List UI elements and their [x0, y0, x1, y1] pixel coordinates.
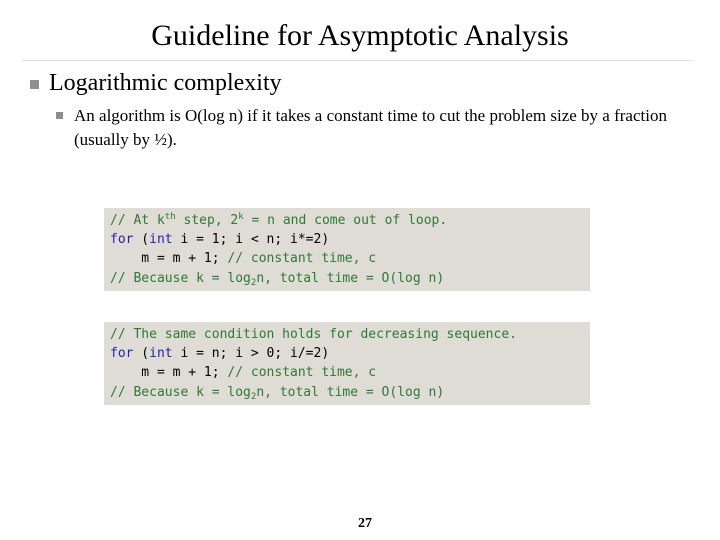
code-text: m = m + 1; [110, 251, 228, 267]
code-line-comment [110, 383, 590, 402]
code-subscript: 2 [250, 277, 257, 288]
code-line-comment [110, 269, 590, 288]
code-comment: // constant time, c [227, 365, 377, 381]
code-text: // At k [110, 213, 165, 228]
code-line-comment [110, 325, 590, 344]
bullet-l1-text: Logarithmic complexity [49, 70, 282, 96]
code-text: m = m + 1; [110, 365, 228, 381]
code-text: = n and come out of loop. [243, 213, 448, 228]
code-subscript: 2 [250, 391, 257, 402]
page-number: 27 [358, 516, 372, 531]
code-superscript: k [238, 212, 244, 222]
bullet-definition [56, 104, 676, 152]
code-text: // Because k = log [110, 270, 251, 286]
code-block-increasing [104, 208, 590, 291]
code-text: // The same condition holds for decreasing sequence. [110, 327, 517, 342]
code-text: ( [133, 232, 150, 248]
code-keyword: int [149, 346, 173, 362]
code-text: n, total time = O(log n) [256, 270, 445, 286]
code-line-for-loop [110, 344, 590, 363]
code-text: n, total time = O(log n) [256, 384, 445, 400]
code-text: // Because k = log [110, 384, 251, 400]
title-divider [22, 60, 694, 61]
code-line-for-loop [110, 230, 590, 249]
code-text: i = 1; i < n; i*=2) [172, 232, 330, 248]
bullet-logarithmic-complexity [30, 68, 282, 98]
code-keyword: int [149, 232, 173, 248]
code-line-body [110, 249, 590, 268]
code-line-body [110, 363, 590, 382]
code-superscript: th [164, 212, 176, 222]
code-line-comment [110, 211, 590, 230]
code-keyword: for [110, 232, 134, 248]
code-block-decreasing [104, 322, 590, 405]
code-text: ( [133, 346, 150, 362]
bullet-l2-text: An algorithm is O(log n) if it takes a constant time to cut the problem size by a fraction (usually by ½). [74, 106, 667, 149]
slide-title: Guideline for Asymptotic Analysis [151, 19, 569, 52]
code-text: step, 2 [175, 213, 239, 228]
code-keyword: for [110, 346, 134, 362]
code-comment: // constant time, c [227, 251, 377, 267]
square-bullet-icon [56, 112, 63, 119]
code-text: i = n; i > 0; i/=2) [172, 346, 330, 362]
square-bullet-icon [30, 80, 39, 89]
